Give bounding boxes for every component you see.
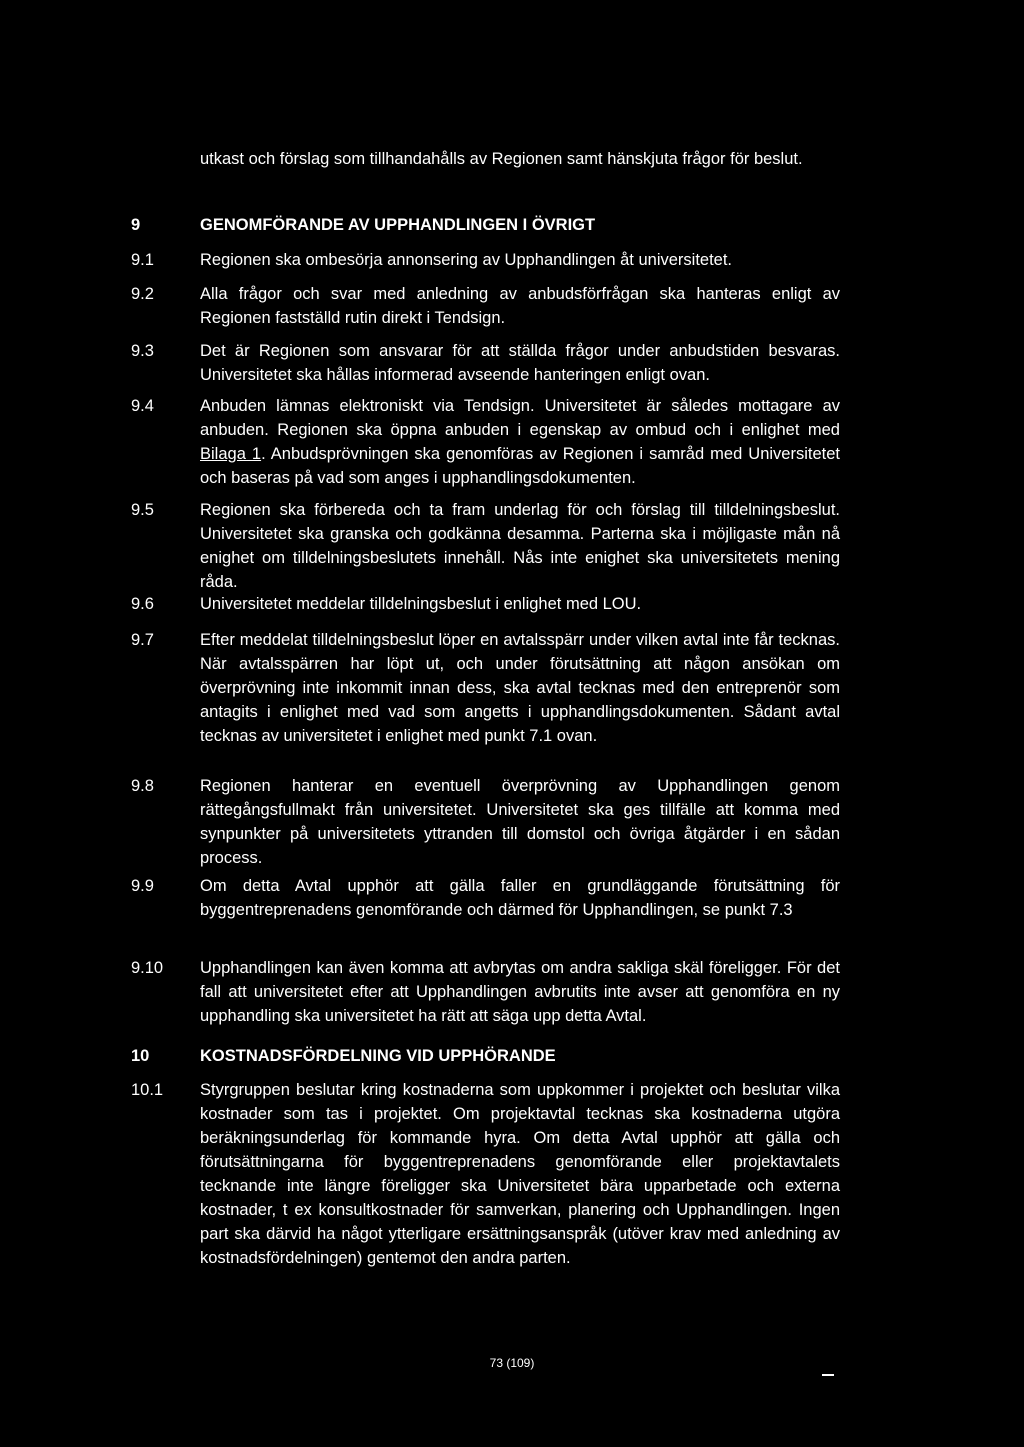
section-number: 9	[131, 216, 141, 234]
bilaga-1-link[interactable]: Bilaga 1	[200, 445, 262, 463]
clause-text: Regionen hanterar en eventuell överprövning av Upphandlingen genom rättegångsfullmakt från universitetet. Universitetet ska ges tillfälle att komma med synpunkter på universitetets yttranden till domstol och övriga åtgärder i en sådan process.	[200, 777, 840, 867]
clause-number: 9.2	[131, 285, 154, 303]
clause-number: 9.5	[131, 501, 154, 519]
clause-text: Regionen ska förbereda och ta fram underlag för och förslag till tilldelningsbeslut. Universitetet ska granska och godkänna desamma. Parterna ska i möjligaste mån nå enighet om tilldelningsbeslutets innehåll. Nås inte enighet ska universitetets mening råda.	[200, 501, 840, 591]
clause-number: 10.1	[131, 1081, 164, 1099]
footer-dash	[822, 1374, 834, 1376]
clause-text: Det är Regionen som ansvarar för att ställda frågor under anbudstiden besvaras. Universitetet ska hållas informerad avseende hanteringen enligt ovan.	[200, 342, 840, 384]
section-title: KOSTNADSFÖRDELNING VID UPPHÖRANDE	[200, 1047, 556, 1065]
clause-number: 9.4	[131, 397, 154, 415]
clause-text	[200, 394, 840, 490]
clause-text: Upphandlingen kan även komma att avbrytas om andra sakliga skäl föreligger. För det fall att universitetet efter att Upphandlingen avbrutits inte avser att genomföra en ny upphandling ska universitetet ha rätt att säga upp detta Avtal.	[200, 959, 840, 1025]
clause-number: 9.8	[131, 777, 154, 795]
clause-number: 9.6	[131, 595, 154, 613]
clause-text: Styrgruppen beslutar kring kostnaderna som uppkommer i projektet och beslutar vilka kostnader som tas i projektet. Om projektavtal tecknas ska kostnaderna utgöra beräkningsunderlag för kommande hyra. Om detta Avtal upphör att gälla och förutsättningarna för byggentreprenadens genomförande eller projektavtalets tecknande inte längre föreligger ska Universitetet bära upparbetade och externa kostnader, t ex konsultkostnader för samverkan, planering och Upphandlingen. Ingen part ska därvid ha något ytterligare ersättningsanspråk (utöver krav med anledning av kostnadsfördelningen) gentemot den andra parten.	[200, 1081, 840, 1267]
clause-number: 9.3	[131, 342, 154, 360]
clause-text: Om detta Avtal upphör att gälla faller en grundläggande förutsättning för byggentreprenadens genomförande och därmed för Upphandlingen, se punkt 7.3	[200, 877, 840, 919]
clause-text-after: . Anbudsprövningen ska genomföras av Regionen i samråd med Universitetet och baseras på vad som anges i upphandlingsdokumenten.	[200, 445, 840, 487]
clause-text: Regionen ska ombesörja annonsering av Upphandlingen åt universitetet.	[200, 251, 733, 269]
clause-text: Efter meddelat tilldelningsbeslut löper en avtalsspärr under vilken avtal inte får tecknas. När avtalsspärren har löpt ut, och under förutsättning att någon ansökan om överprövning inte inkommit innan dess, ska avtal tecknas med den entreprenör som antagits i enlighet med vad som angetts i upphandlingsdokumenten. Sådant avtal tecknas av universitetet i enlighet med punkt 7.1 ovan.	[200, 631, 840, 745]
clause-text-before: Anbuden lämnas elektroniskt via Tendsign. Universitetet är således mottagare av anbuden. Regionen ska öppna anbuden i egenskap av ombud och i enlighet med	[200, 397, 840, 439]
clause-number: 9.9	[131, 877, 154, 895]
clause-text: Alla frågor och svar med anledning av anbudsförfrågan ska hanteras enligt av Regionen fastställd rutin direkt i Tendsign.	[200, 285, 840, 327]
clause-number: 9.7	[131, 631, 154, 649]
clause-number: 9.1	[131, 251, 154, 269]
clause-text: Universitetet meddelar tilldelningsbeslut i enlighet med LOU.	[200, 595, 642, 613]
section-number: 10	[131, 1047, 150, 1065]
page-number: 73 (109)	[489, 1356, 535, 1370]
intro-paragraph: utkast och förslag som tillhandahålls av Regionen samt hänskjuta frågor för beslut.	[200, 150, 803, 168]
clause-number: 9.10	[131, 959, 164, 977]
section-title: GENOMFÖRANDE AV UPPHANDLINGEN I ÖVRIGT	[200, 216, 596, 234]
